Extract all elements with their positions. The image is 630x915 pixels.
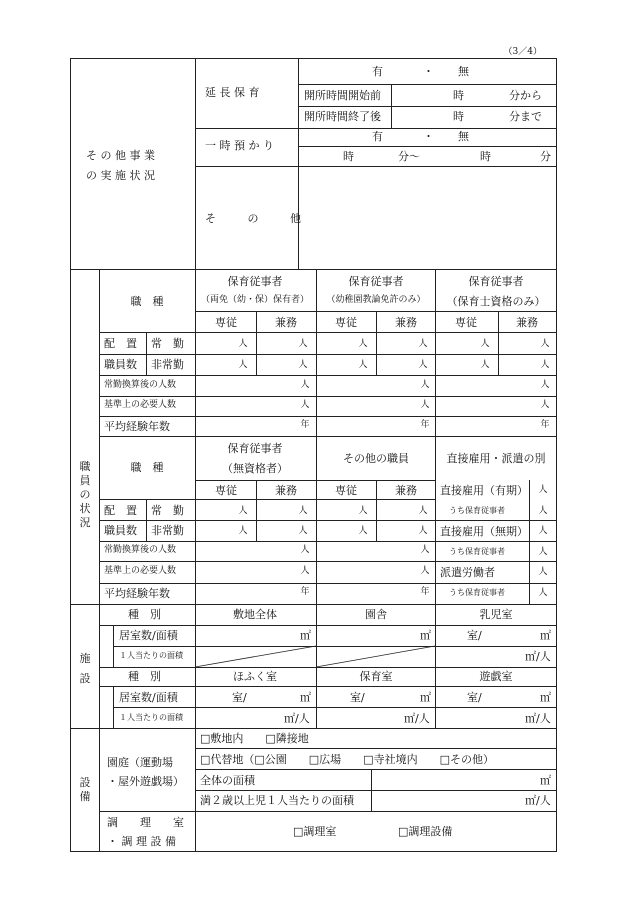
other-biz-title-1: そ の 他 事 業 <box>86 149 155 162</box>
facility-side-label: 施 設 <box>79 652 91 685</box>
shokuin-2: 職員数 <box>104 524 137 537</box>
sub-kenmu-5: 兼務 <box>395 484 417 497</box>
yard-total-area: 全体の面積 <box>200 774 255 787</box>
group1-1-l2: （幼稚園教論免許のみ） <box>326 295 426 305</box>
unit-sqm: ㎡ <box>540 691 551 704</box>
emp-direct-open: 直接雇用（無期） <box>440 525 528 538</box>
emp-sub-2: うち保育従事者 <box>449 547 505 556</box>
group2-1-l1: その他の職員 <box>343 452 409 465</box>
unit-room: 室/ <box>232 691 247 704</box>
temp-time-min1: 分〜 <box>398 150 420 163</box>
sub-kenmu-2: 兼務 <box>395 316 417 329</box>
unit-sqm-per: ㎡/人 <box>284 712 310 725</box>
unit: 人 <box>238 526 248 536</box>
unit: 人 <box>538 567 548 577</box>
group1-2-l1: 保育従事者 <box>468 275 524 288</box>
unit-room: 室/ <box>467 691 482 704</box>
unit: 人 <box>538 547 548 557</box>
unit-room: 室/ <box>350 691 365 704</box>
extended-end-label: 開所時間終了後 <box>304 110 381 123</box>
equipment-side-label: 設 備 <box>79 776 91 803</box>
sub-kenmu-3: 兼務 <box>516 316 538 329</box>
unit: 人 <box>420 545 430 555</box>
facility-col-building: 園舎 <box>365 608 387 621</box>
unit: 人 <box>418 526 428 536</box>
facility-kind-1: 種 別 <box>128 608 161 621</box>
unit: 人 <box>300 400 310 410</box>
unit: 人 <box>358 360 368 370</box>
row-years-1: 平均経験年数 <box>104 420 170 433</box>
temp-time-min2: 分 <box>540 150 551 163</box>
unit-sqm: ㎡ <box>420 691 431 704</box>
unit: 人 <box>238 339 248 349</box>
unit: 人 <box>480 360 490 370</box>
staff-side-label: 職 員 の 状 況 <box>79 460 91 529</box>
facility-col-nursery: 保育室 <box>359 670 393 683</box>
unit: 人 <box>420 566 430 576</box>
unit: 人 <box>298 360 308 370</box>
unit: 人 <box>300 545 310 555</box>
facility-kind-2: 種 別 <box>128 670 161 683</box>
temp-care-dot: ・ <box>423 130 434 143</box>
unit: 人 <box>238 506 248 516</box>
unit-sqm: ㎡ <box>300 629 311 642</box>
unit: 年 <box>420 587 430 597</box>
yard-per-child: 満２歳以上児１人当たりの面積 <box>200 794 354 807</box>
unit: 人 <box>238 360 248 370</box>
temp-time-hour2: 時 <box>480 150 491 163</box>
unit-sqm: ㎡ <box>540 774 551 787</box>
yard-opt-1[interactable]: □敷地内 □隣接地 <box>200 732 309 745</box>
unit-sqm: ㎡ <box>300 691 311 704</box>
unit: 人 <box>298 339 308 349</box>
facility-col-infant: 乳児室 <box>479 608 513 621</box>
emp-sub-1: うち保育従事者 <box>449 506 505 515</box>
temp-care-no: 無 <box>458 130 469 143</box>
row-converted-2: 常勤換算後の人数 <box>104 545 177 555</box>
unit: 年 <box>420 420 430 430</box>
unit: 人 <box>298 506 308 516</box>
row-years-2: 平均経験年数 <box>104 587 170 600</box>
unit-sqm: ㎡ <box>540 629 551 642</box>
unit: 年 <box>300 587 310 597</box>
group1-2-l2: （保育士資格のみ） <box>446 295 546 308</box>
jokin-2: 常 勤 <box>151 504 184 517</box>
yard-label-1: 園庭（運動場 <box>107 756 173 769</box>
unit-room: 室/ <box>467 629 482 642</box>
unit: 人 <box>540 339 550 349</box>
row-required-2: 基準上の必要人数 <box>104 566 177 576</box>
unit: 人 <box>420 400 430 410</box>
other-label: そ の 他 <box>205 212 315 225</box>
row-converted-1: 常勤換算後の人数 <box>104 380 177 390</box>
unit: 人 <box>538 588 548 598</box>
extended-end-suffix: 分まで <box>509 110 542 123</box>
unit: 人 <box>538 506 548 516</box>
group1-0-l2: （両免（幼・保）保有者） <box>200 295 310 305</box>
temp-time-hour1: 時 <box>343 150 354 163</box>
extended-start-label: 開所時間開始前 <box>304 89 381 102</box>
sub-kenmu-4: 兼務 <box>275 484 297 497</box>
extended-start-hour: 時 <box>453 89 464 102</box>
kitchen-opt-equipment[interactable]: □調理設備 <box>398 825 453 838</box>
extended-care-dot: ・ <box>423 65 434 78</box>
unit: 人 <box>420 380 430 390</box>
haichi-1: 配 置 <box>104 337 137 350</box>
unit: 人 <box>538 485 548 495</box>
shokuin-1: 職員数 <box>104 358 137 371</box>
unit: 人 <box>300 380 310 390</box>
yard-opt-2[interactable]: □代替地（□公園 □広場 □寺社境内 □その他） <box>200 753 494 766</box>
unit: 人 <box>358 339 368 349</box>
unit: 人 <box>418 339 428 349</box>
facility-col-site: 敷地全体 <box>233 608 277 621</box>
extended-care-no: 無 <box>458 65 469 78</box>
row-required-1: 基準上の必要人数 <box>104 400 177 410</box>
unit: 人 <box>298 526 308 536</box>
extended-care-label: 延 長 保 育 <box>205 86 260 99</box>
facility-rooms-2: 居室数/面積 <box>119 691 178 704</box>
extended-care-yes: 有 <box>372 65 383 78</box>
facility-per-1: １人当たりの面積 <box>119 651 183 660</box>
temp-care-label: 一 時 預 か り <box>205 139 274 152</box>
unit: 人 <box>540 380 550 390</box>
emp-direct-fixed: 直接雇用（有期） <box>440 484 528 497</box>
facility-rooms-1: 居室数/面積 <box>119 629 178 642</box>
extended-end-hour: 時 <box>453 110 464 123</box>
sub-senju-2: 専従 <box>335 316 357 329</box>
group2-2-l1: 直接雇用・派遣の別 <box>446 452 546 465</box>
unit: 人 <box>418 506 428 516</box>
unit: 人 <box>540 400 550 410</box>
unit-sqm-per: ㎡/人 <box>404 712 430 725</box>
job-label-2: 職 種 <box>130 461 164 474</box>
facility-col-play: 遊戯室 <box>479 670 513 683</box>
facility-col-crawl: ほふく室 <box>233 670 277 683</box>
unit: 人 <box>480 339 490 349</box>
other-biz-title-2: の 実 施 状 況 <box>86 169 155 182</box>
unit: 人 <box>358 506 368 516</box>
sub-senju-4: 専従 <box>215 484 237 497</box>
hijokin-2: 非常勤 <box>151 524 184 537</box>
temp-care-yes: 有 <box>372 130 383 143</box>
unit-sqm: ㎡ <box>420 629 431 642</box>
kitchen-label-2: ・ 調 理 設 備 <box>107 835 176 848</box>
sub-senju-3: 専従 <box>455 316 477 329</box>
group2-0-l2: （無資格者） <box>222 462 288 475</box>
group1-1-l1: 保育従事者 <box>348 275 404 288</box>
unit: 年 <box>540 420 550 430</box>
group2-0-l1: 保育従事者 <box>227 442 283 455</box>
job-label-1: 職 種 <box>130 295 164 308</box>
kitchen-opt-room[interactable]: □調理室 <box>293 825 337 838</box>
hijokin-1: 非常勤 <box>151 358 184 371</box>
unit: 人 <box>418 360 428 370</box>
group1-0-l1: 保育従事者 <box>227 275 283 288</box>
unit: 人 <box>538 526 548 536</box>
sub-kenmu-1: 兼務 <box>275 316 297 329</box>
unit: 人 <box>540 360 550 370</box>
yard-label-2: ・屋外遊戯場） <box>107 775 184 788</box>
unit-sqm-per: ㎡/人 <box>525 650 551 663</box>
kitchen-label-1: 調 理 室 <box>107 816 184 829</box>
unit: 年 <box>300 420 310 430</box>
unit-sqm-per: ㎡/人 <box>525 712 551 725</box>
unit-sqm-per: ㎡/人 <box>525 794 551 807</box>
unit: 人 <box>300 566 310 576</box>
sub-senju-1: 専従 <box>215 316 237 329</box>
page-number: （3／4） <box>503 47 542 57</box>
emp-dispatch: 派遣労働者 <box>440 566 495 579</box>
extended-start-suffix: 分から <box>509 89 542 102</box>
jokin-1: 常 勤 <box>151 337 184 350</box>
haichi-2: 配 置 <box>104 504 137 517</box>
facility-per-2: １人当たりの面積 <box>119 713 183 722</box>
emp-sub-3: うち保育従事者 <box>449 588 505 597</box>
sub-senju-5: 専従 <box>335 484 357 497</box>
unit: 人 <box>358 526 368 536</box>
